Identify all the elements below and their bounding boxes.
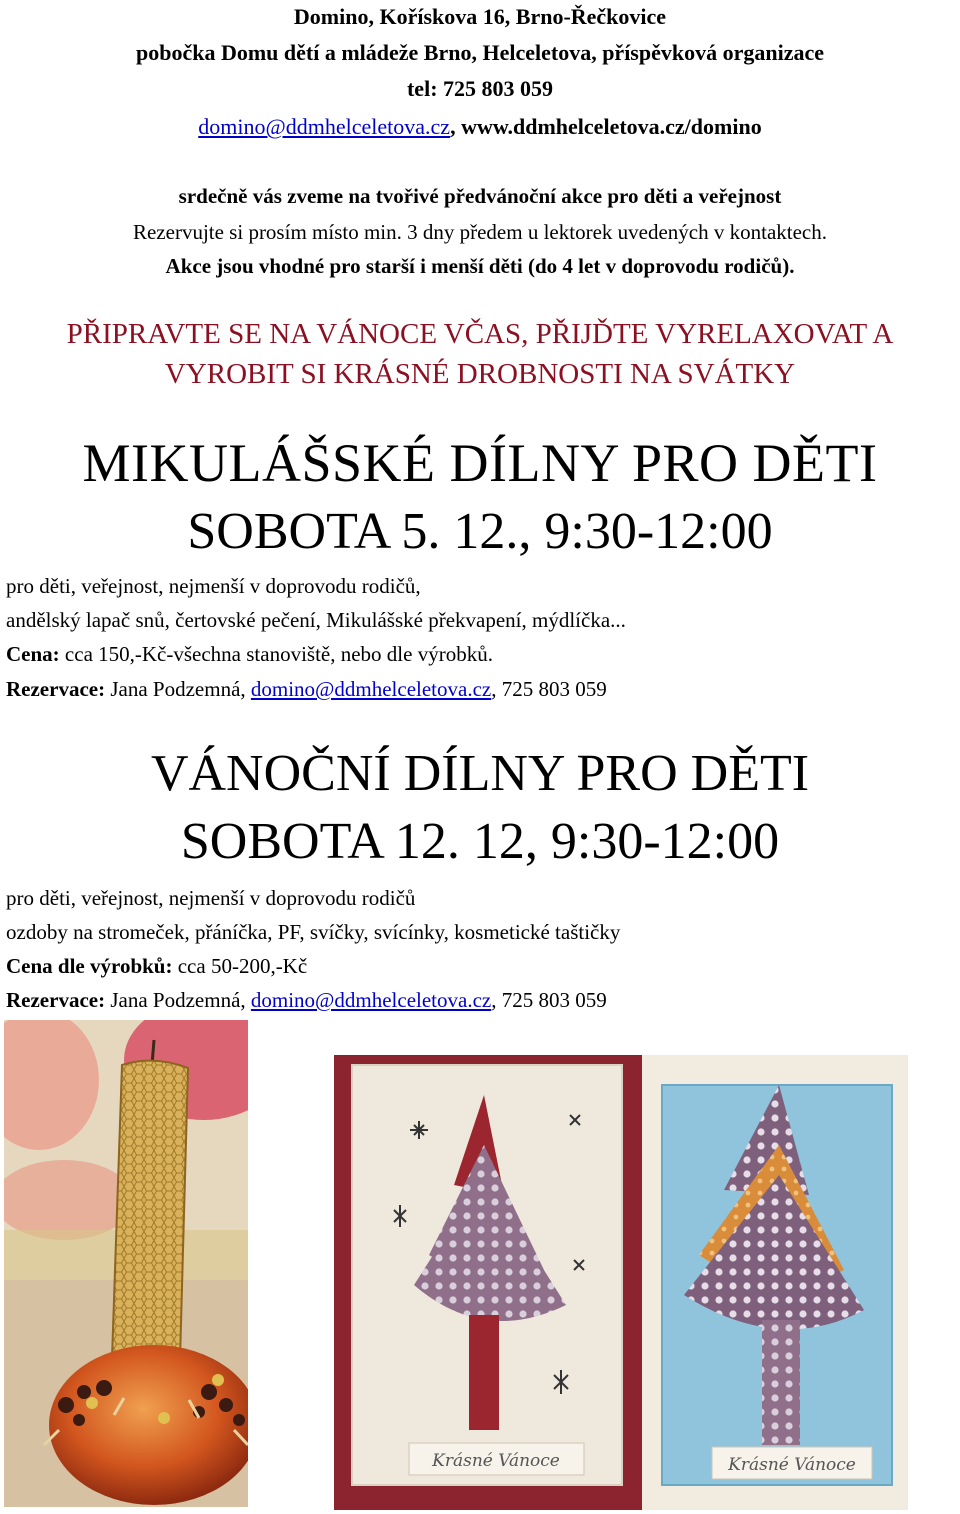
event1-price xyxy=(6,642,493,667)
event1-res-name: Jana Podzemná, xyxy=(105,677,251,701)
event2-date: SOBOTA 12. 12, 9:30-12:00 xyxy=(180,813,780,870)
event2-price xyxy=(6,954,307,979)
cards-illustration xyxy=(334,1055,908,1510)
org-branch: pobočka Domu dětí a mládeže Brno, Helceletova, příspěvková organizace xyxy=(135,40,825,65)
org-phone: tel: 725 803 059 xyxy=(406,76,554,101)
event2-price-text: cca 50-200,-Kč xyxy=(172,954,308,978)
event2-title: VÁNOČNÍ DÍLNY PRO DĚTI xyxy=(150,745,810,802)
event1-email-link[interactable]: domino@ddmhelceletova.cz xyxy=(250,677,492,701)
event2-activities: ozdoby na stromeček, přáníčka, PF, svíčky, svícínky, kosmetické taštičky xyxy=(6,920,621,944)
invite-text: srdečně vás zveme na tvořivé předvánoční akce pro děti a veřejnost xyxy=(178,184,782,208)
slogan-line-1: PŘIPRAVTE SE NA VÁNOCE VČAS, PŘIJĎTE VYRELAXOVAT A xyxy=(66,318,894,350)
event1-audience: pro děti, veřejnost, nejmenší v doprovodu rodičů, xyxy=(6,574,421,598)
event2-email-link[interactable]: domino@ddmhelceletova.cz xyxy=(250,988,492,1012)
event1-res-phone: , 725 803 059 xyxy=(491,677,607,701)
event1-activities: andělský lapač snů, čertovské pečení, Mikulášské překvapení, mýdlíčka... xyxy=(6,608,626,632)
event2-res-phone: , 725 803 059 xyxy=(491,988,607,1012)
slogan-line-2: VYROBIT SI KRÁSNÉ DROBNOSTI NA SVÁTKY xyxy=(164,358,796,390)
org-name: Domino, Kořískova 16, Brno-Řečkovice xyxy=(293,4,667,29)
cards-photo xyxy=(334,1055,908,1510)
event2-res-label: Rezervace: xyxy=(6,988,106,1012)
header-email-link[interactable]: domino@ddmhelceletova.cz xyxy=(198,114,451,139)
event2-res-name: Jana Podzemná, xyxy=(105,988,251,1012)
left-card-caption: Krásné Vánoce xyxy=(432,1451,560,1471)
event2-reservation xyxy=(6,988,607,1013)
candle-illustration xyxy=(4,1020,248,1507)
suitable-text: Akce jsou vhodné pro starší i menší děti (do 4 let v doprovodu rodičů). xyxy=(165,254,795,278)
candle-photo xyxy=(4,1020,248,1507)
event1-price-text: cca 150,-Kč-všechna stanoviště, nebo dle výrobků. xyxy=(59,642,493,666)
event1-title: MIKULÁŠSKÉ DÍLNY PRO DĚTI xyxy=(82,433,878,493)
event1-res-label: Rezervace: xyxy=(6,677,106,701)
event1-price-label: Cena: xyxy=(6,642,60,666)
right-card-caption: Krásné Vánoce xyxy=(728,1455,856,1475)
reserve-text: Rezervujte si prosím místo min. 3 dny předem u lektorek uvedených v kontaktech. xyxy=(132,220,827,244)
event1-date: SOBOTA 5. 12., 9:30-12:00 xyxy=(187,503,773,560)
event2-audience: pro děti, veřejnost, nejmenší v doprovodu rodičů xyxy=(6,886,416,910)
event1-reservation xyxy=(6,677,607,702)
event2-price-label: Cena dle výrobků: xyxy=(6,954,173,978)
header-web-text: , www.ddmhelceletova.cz/domino xyxy=(450,114,762,139)
org-contact-line xyxy=(0,114,960,140)
